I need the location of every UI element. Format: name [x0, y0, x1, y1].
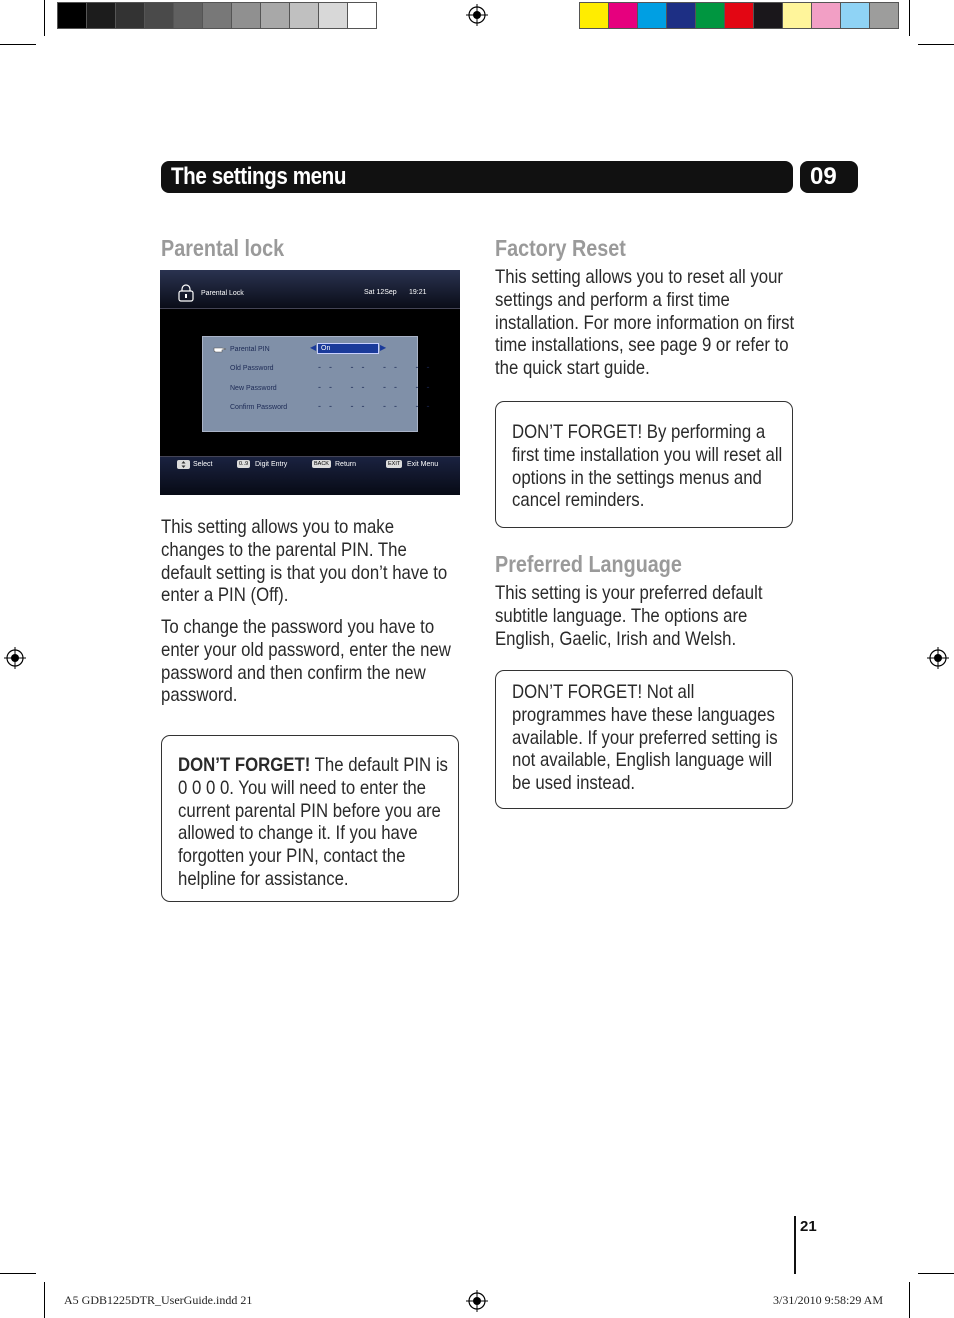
- factory-reset-note-box: [495, 401, 793, 528]
- crop-mark: [909, 1282, 910, 1318]
- color-swatch: [202, 2, 232, 29]
- new-password-dashes: -- -- -- --: [318, 382, 438, 392]
- preferred-language-description: This setting is your preferred default subtitle language. The options are English, Gaelic, Irish and Welsh.: [495, 582, 763, 650]
- left-arrow-icon: ◀: [310, 343, 317, 352]
- chapter-number: 09: [810, 163, 837, 190]
- color-swatch: [57, 2, 87, 29]
- tv-row-old-password: Old Password: [230, 365, 274, 372]
- color-swatch: [260, 2, 290, 29]
- registration-mark-icon: [927, 647, 949, 669]
- chapter-number-badge: [800, 161, 858, 193]
- parental-lock-note-box: [161, 735, 459, 902]
- color-swatch: [724, 2, 754, 29]
- parental-lock-screenshot: [160, 270, 460, 495]
- note-body: The default PIN is 0 0 0 0. You will need to enter the current parental PIN before you are allowed to change it. If you have forgotten your PIN, contact the helpline for assistance.: [178, 754, 448, 890]
- note-emphasis: DON’T FORGET!: [178, 754, 311, 776]
- factory-reset-heading: Factory Reset: [495, 235, 626, 261]
- crop-mark: [918, 44, 954, 45]
- confirm-password-dashes: -- -- -- --: [318, 401, 438, 411]
- crop-mark: [44, 0, 45, 36]
- tv-row-confirm-password: Confirm Password: [230, 404, 288, 411]
- lock-icon: [177, 284, 195, 302]
- color-swatch: [695, 2, 725, 29]
- parental-lock-heading: Parental lock: [161, 235, 285, 261]
- registration-mark-icon: [4, 647, 26, 669]
- page-number: 21: [800, 1218, 817, 1235]
- crop-mark: [909, 0, 910, 36]
- color-swatch: [115, 2, 145, 29]
- color-swatch: [869, 2, 899, 29]
- factory-reset-note: DON’T FORGET! By performing a first time installation you will reset all options in the settings menus and cancel reminders.: [512, 421, 783, 512]
- color-swatch: [608, 2, 638, 29]
- color-swatch: [289, 2, 319, 29]
- color-swatch: [347, 2, 377, 29]
- color-swatch: [318, 2, 348, 29]
- tv-row-new-password: New Password: [230, 385, 277, 392]
- tv-time: 19:21: [409, 289, 427, 296]
- tv-settings-panel: [202, 336, 438, 432]
- tv-date: Sat 12Sep: [364, 289, 397, 296]
- pin-value-field: [317, 343, 379, 354]
- color-swatch: [231, 2, 261, 29]
- parental-lock-description: This setting allows you to make changes to the parental PIN. The default setting is that you don’t have to enter a PIN (Off).: [161, 516, 448, 607]
- registration-mark-icon: [466, 1290, 488, 1312]
- registration-mark-icon: [466, 4, 488, 26]
- section-title: The settings menu: [171, 163, 347, 190]
- tv-screen-title: Parental Lock: [201, 290, 244, 297]
- preferred-language-note: DON’T FORGET! Not all programmes have these languages available. If your preferred setting is not available, English language will be used instead.: [512, 681, 778, 795]
- color-swatch: [840, 2, 870, 29]
- color-swatch: [173, 2, 203, 29]
- color-swatch: [753, 2, 783, 29]
- page-number-rule: [794, 1216, 796, 1274]
- slug-filename: A5 GDB1225DTR_UserGuide.indd 21: [64, 1293, 253, 1307]
- color-swatch: [637, 2, 667, 29]
- slug-timestamp: 3/31/2010 9:58:29 AM: [773, 1293, 884, 1307]
- tv-digit-label: Digit Entry: [255, 461, 288, 468]
- preferred-language-heading: Preferred Language: [495, 551, 682, 577]
- color-swatch: [782, 2, 812, 29]
- tv-row-parental-pin: Parental PIN: [230, 346, 270, 353]
- tv-back-label: Return: [335, 461, 357, 468]
- pin-value: On: [321, 345, 331, 352]
- right-arrow-icon: ▶: [380, 343, 387, 352]
- tv-select-label: Select: [193, 461, 213, 468]
- crop-mark: [0, 1273, 36, 1274]
- navigation-pad-icon: [177, 460, 190, 469]
- tv-digit-key: 0..9: [239, 461, 249, 467]
- crop-mark: [44, 1282, 45, 1318]
- tv-back-key: BACK: [314, 461, 329, 467]
- crop-mark: [0, 44, 36, 45]
- old-password-dashes: -- -- -- --: [318, 362, 438, 372]
- tv-exit-key: EXIT: [388, 461, 401, 467]
- color-swatch: [811, 2, 841, 29]
- crop-mark: [918, 1273, 954, 1274]
- preferred-language-note-box: [495, 670, 793, 809]
- color-swatch: [666, 2, 696, 29]
- factory-reset-description: This setting allows you to reset all your settings and perform a first time installation. For more information on first time installations, see page 9 or refer to the quick start guide.: [495, 266, 795, 380]
- section-header-bar: [161, 161, 793, 193]
- color-swatch: [579, 2, 609, 29]
- tv-title-bar: [160, 270, 460, 309]
- color-swatch: [144, 2, 174, 29]
- parental-lock-instructions: To change the password you have to enter your old password, enter the new password and then confirm the new password.: [161, 616, 451, 707]
- color-swatch: [86, 2, 116, 29]
- tv-exit-label: Exit Menu: [407, 461, 439, 468]
- pointing-hand-icon: [213, 344, 227, 354]
- parental-lock-note: [178, 754, 449, 891]
